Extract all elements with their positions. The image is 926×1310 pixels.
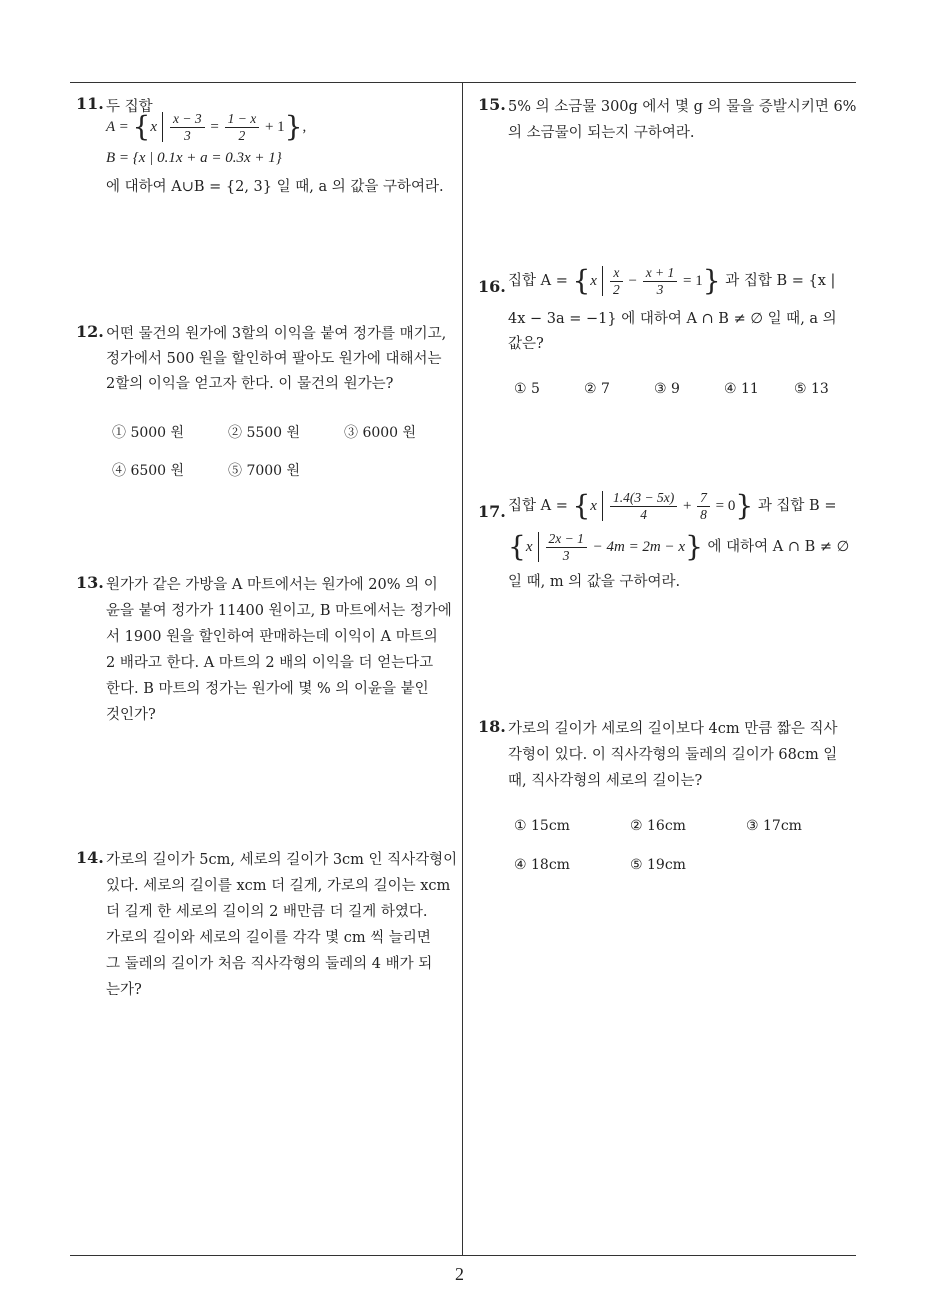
choice-5[interactable]: ⑤ 7000 원 [228,463,301,479]
problem-question: 에 대하여 A∪B = {2, 3} 일 때, a 의 값을 구하여라. [106,179,444,195]
problem-number: 18. [478,717,506,736]
problem-text-line: 서 1900 원을 할인하여 판매하는데 이익이 A 마트의 [106,629,438,645]
choice-4[interactable]: ④ 18cm [514,857,570,873]
choice-1[interactable]: ① 5 [514,381,540,397]
top-rule [70,82,856,83]
problem-text-line: 정가에서 500 원을 할인하여 팔아도 원가에 대해서는 [106,351,442,367]
problem-text-line: 때, 직사각형의 세로의 길이는? [508,773,703,789]
problem-text-line: 있다. 세로의 길이를 xcm 더 길게, 가로의 길이는 xcm [106,878,451,894]
set-a-definition: A = {x $\frac{x - 3}{3}$ = $\frac{1 - x}{2}$ + 1}, [106,110,307,144]
set-a-definition: 집합 A = {x $\frac{1.4(3 - 5x)}{4}$ + $\frac{7}{8}$ = 0} 과 집합 B = [508,489,837,523]
choice-2[interactable]: ② 5500 원 [228,425,301,441]
problem-text-line: 가로의 길이와 세로의 길이를 각각 몇 cm 씩 늘리면 [106,930,431,946]
problem-number: 17. [478,502,506,521]
problem-text-line: 2 배라고 한다. A 마트의 2 배의 이익을 더 얻는다고 [106,655,434,671]
problem-text-line: 그 둘레의 길이가 처음 직사각형의 둘레의 4 배가 되 [106,956,433,972]
choice-3[interactable]: ③ 17cm [746,818,802,834]
choice-3[interactable]: ③ 6000 원 [344,425,417,441]
choice-4[interactable]: ④ 11 [724,381,759,397]
problem-number: 11. [76,94,104,113]
choice-5[interactable]: ⑤ 13 [794,381,829,397]
problem-text-line: 각형이 있다. 이 직사각형의 둘레의 길이가 68cm 일 [508,747,838,763]
choice-4[interactable]: ④ 6500 원 [112,463,185,479]
set-a-definition: 집합 A = {x $\frac{x}{2}$ − $\frac{x + 1}{3}$ = 1} 과 집합 B = {x | [508,264,836,298]
problem-text-line: 값은? [508,336,544,352]
problem-text-line: 가로의 길이가 5cm, 세로의 길이가 3cm 인 직사각형이 [106,852,458,868]
choice-3[interactable]: ③ 9 [654,381,680,397]
set-b-definition: {x $\frac{2x - 1}{3}$ − 4m = 2m − x} 에 대하여 A ∩ B ≠ ∅ [508,530,850,564]
problem-number: 13. [76,573,104,592]
choice-2[interactable]: ② 16cm [630,818,686,834]
problem-text-line: 의 소금물이 되는지 구하여라. [508,125,695,141]
problem-text-line: 는가? [106,982,142,998]
problem-text-line: 가로의 길이가 세로의 길이보다 4cm 만큼 짧은 직사 [508,721,838,737]
problem-text-line: 윤을 붙여 정가가 11400 원이고, B 마트에서는 정가에 [106,603,452,619]
set-b-definition: B = {x | 0.1x + a = 0.3x + 1} [106,150,282,166]
problem-text-line: 더 길게 한 세로의 길이의 2 배만큼 더 길게 하였다. [106,904,428,920]
bottom-rule [70,1255,856,1256]
choice-2[interactable]: ② 7 [584,381,610,397]
problem-text-line: 일 때, m 의 값을 구하여라. [508,574,681,590]
problem-text-line: 어떤 물건의 원가에 3할의 이익을 붙여 정가를 매기고, [106,326,447,342]
problem-text-line: 5% 의 소금물 300g 에서 몇 g 의 물을 증발시키면 6% [508,99,857,115]
page-number: 2 [455,1264,464,1284]
problem-number: 14. [76,848,104,867]
problem-text-line: 한다. B 마트의 정가는 원가에 몇 % 의 이윤을 붙인 [106,681,429,697]
problem-text-line: 것인가? [106,707,156,723]
problem-text: 두 집합 [106,99,153,115]
problem-number: 16. [478,277,506,296]
column-divider [462,82,463,1256]
problem-text-line: 2할의 이익을 얻고자 한다. 이 물건의 원가는? [106,376,394,392]
choice-1[interactable]: ① 5000 원 [112,425,185,441]
problem-text-line: 4x − 3a = −1} 에 대하여 A ∩ B ≠ ∅ 일 때, a 의 [508,311,837,327]
choice-5[interactable]: ⑤ 19cm [630,857,686,873]
problem-text-line: 원가가 같은 가방을 A 마트에서는 원가에 20% 의 이 [106,577,438,593]
choice-1[interactable]: ① 15cm [514,818,570,834]
problem-number: 15. [478,95,506,114]
problem-number: 12. [76,322,104,341]
